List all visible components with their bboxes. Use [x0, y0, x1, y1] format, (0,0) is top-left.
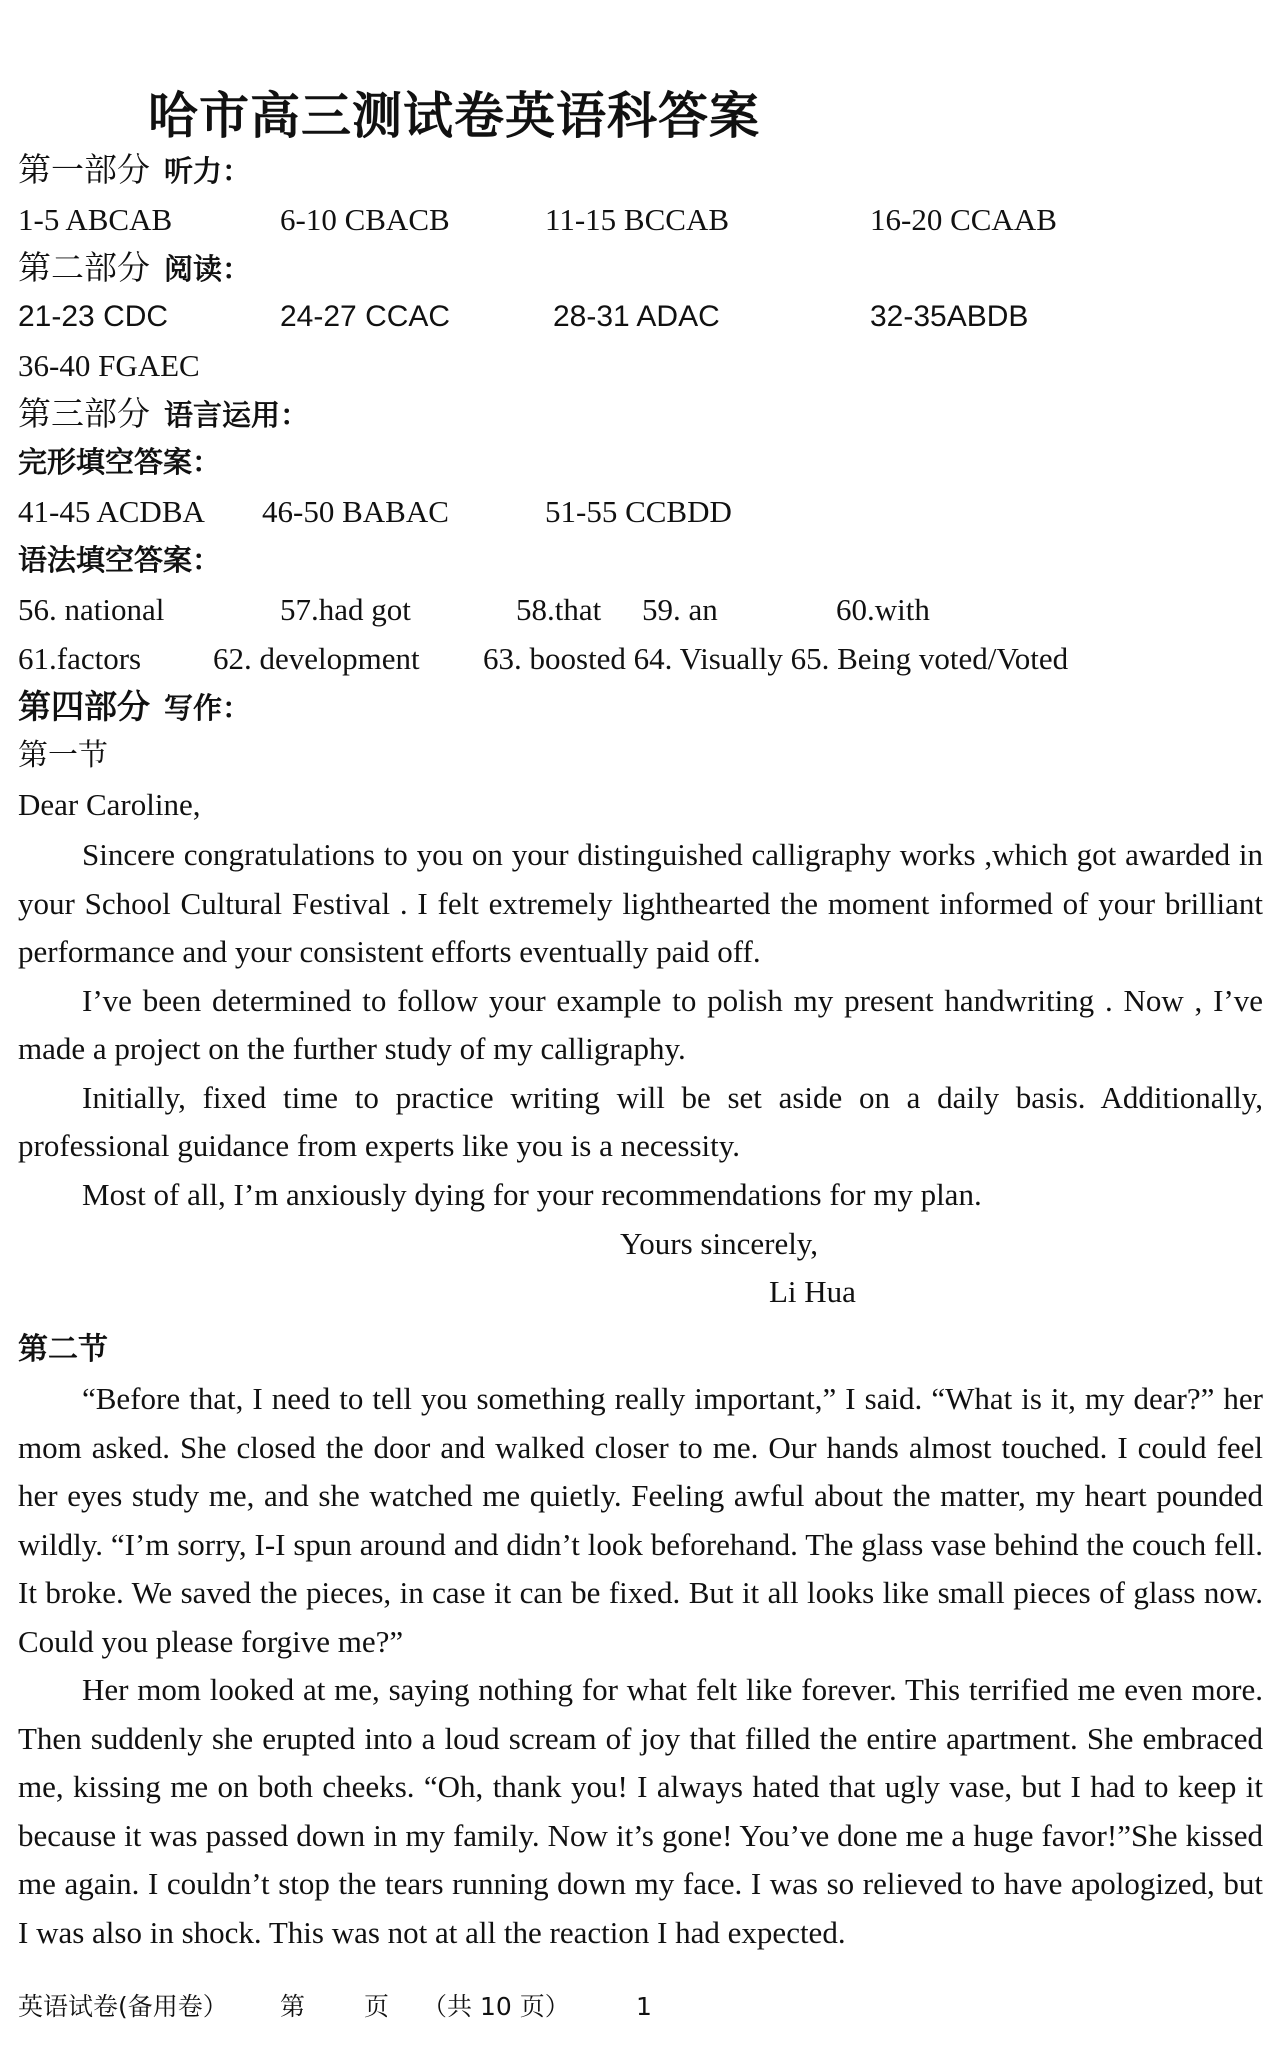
answer-item: 59. an [642, 592, 718, 627]
section1-label: 第一节 [18, 738, 108, 773]
part3-subheading: 语言运用： [164, 398, 310, 432]
letter-paragraph: I’ve been determined to follow your example to polish my present handwriting . Now , I’ve made a project on the further study of my calligraphy. [18, 982, 1263, 1066]
answer-item: 60.with [836, 592, 930, 627]
cloze-label: 完形填空答案： [18, 445, 222, 479]
page-title: 哈市高三测试卷英语科答案 [148, 87, 760, 145]
part4-heading-label: 第四部分 [18, 687, 150, 726]
answer-item: 63. boosted 64. Visually 65. Being voted/Voted [483, 641, 1069, 676]
answer-group: 28-31 ADAC [553, 300, 720, 333]
answer-group: 1-5 ABCAB [18, 202, 173, 237]
letter-paragraph: Sincere congratulations to you on your distinguished calligraphy works ,which got awarded in your School Cultural Festival . I felt extremely lighthearted the moment informed of your brilliant performance and your consistent efforts eventually paid off. [18, 837, 1263, 969]
answer-item: 57.had got [280, 592, 411, 627]
letter-closing: Yours sincerely, [620, 1226, 819, 1261]
answer-group: 51-55 CCBDD [545, 494, 732, 529]
answer-group: 41-45 ACDBA [18, 494, 205, 529]
answer-item: 56. national [18, 592, 165, 627]
answer-group: 16-20 CCAAB [870, 202, 1057, 237]
story-body [18, 1375, 1263, 1957]
part4-subheading: 写作： [164, 691, 252, 725]
grammar-label: 语法填空答案： [18, 543, 222, 577]
story-paragraph: Her mom looked at me, saying nothing for what felt like forever. This terrified me even more. Then suddenly she erupted into a loud scream of joy that filled the entire apartment. She embraced me, kissing me on both cheeks. “Oh, thank you! I always hated that ugly vase, but I had to keep it because it was passed down in my family. Now it’s gone! You’ve done me a huge favor!”She kissed me again. I couldn’t stop the tears running down my face. I was so relieved to have apologized, but I was also in shock. This was not at all the reaction I had expected. [18, 1672, 1263, 1950]
answer-group: 46-50 BABAC [262, 494, 449, 529]
part2-heading [18, 248, 251, 289]
answer-group: 11-15 BCCAB [545, 202, 730, 237]
answer-group: 6-10 CBACB [280, 202, 450, 237]
answer-group: 24-27 CCAC [280, 300, 451, 333]
letter-paragraph: Most of all, I’m anxiously dying for your recommendations for my plan. [82, 1176, 982, 1212]
answer-item: 58.that [516, 592, 602, 627]
part4-heading [18, 687, 251, 728]
part2-extra-answers: 36-40 FGAEC [18, 348, 200, 383]
part1-heading-label: 第一部分 [18, 150, 150, 189]
footer-exam-name: 英语试卷(备用卷） [18, 1992, 228, 2021]
part1-heading [18, 150, 251, 191]
answer-group: 32-35ABDB [870, 300, 1029, 333]
part2-subheading: 阅读： [164, 252, 252, 286]
letter-signature: Li Hua [769, 1274, 856, 1309]
part3-heading-label: 第三部分 [18, 394, 150, 433]
footer-ye: 页 [364, 1992, 390, 2021]
footer-total-pages: （共 10 页） [422, 1992, 570, 2021]
answer-item: 62. development [213, 641, 420, 676]
story-paragraph: “Before that, I need to tell you something really important,” I said. “What is it, my dear?” her mom asked. She closed the door and walked closer to me. Our hands almost touched. I could feel her eyes study me, and she watched me quietly. Feeling awful about the matter, my heart pounded wildly. “I’m sorry, I-I spun around and didn’t look beforehand. The glass vase behind the couch fell. It broke. We saved the pieces, in case it can be fixed. But it all looks like small pieces of glass now. Could you please forgive me?” [18, 1381, 1263, 1659]
answer-item: 61.factors [18, 641, 142, 676]
part2-heading-label: 第二部分 [18, 248, 150, 287]
section2-label: 第二节 [18, 1332, 108, 1367]
answer-group: 21-23 CDC [18, 300, 169, 333]
footer-page-number: 1 [636, 1992, 652, 2021]
part3-heading [18, 394, 309, 435]
letter-salutation: Dear Caroline, [18, 787, 201, 822]
letter-paragraph: Initially, fixed time to practice writing will be set aside on a daily basis. Additionally, professional guidance from experts like you is a necessity. [18, 1079, 1263, 1163]
footer-di: 第 [280, 1992, 306, 2021]
letter-body [18, 831, 1263, 1219]
part1-subheading: 听力： [164, 154, 252, 188]
